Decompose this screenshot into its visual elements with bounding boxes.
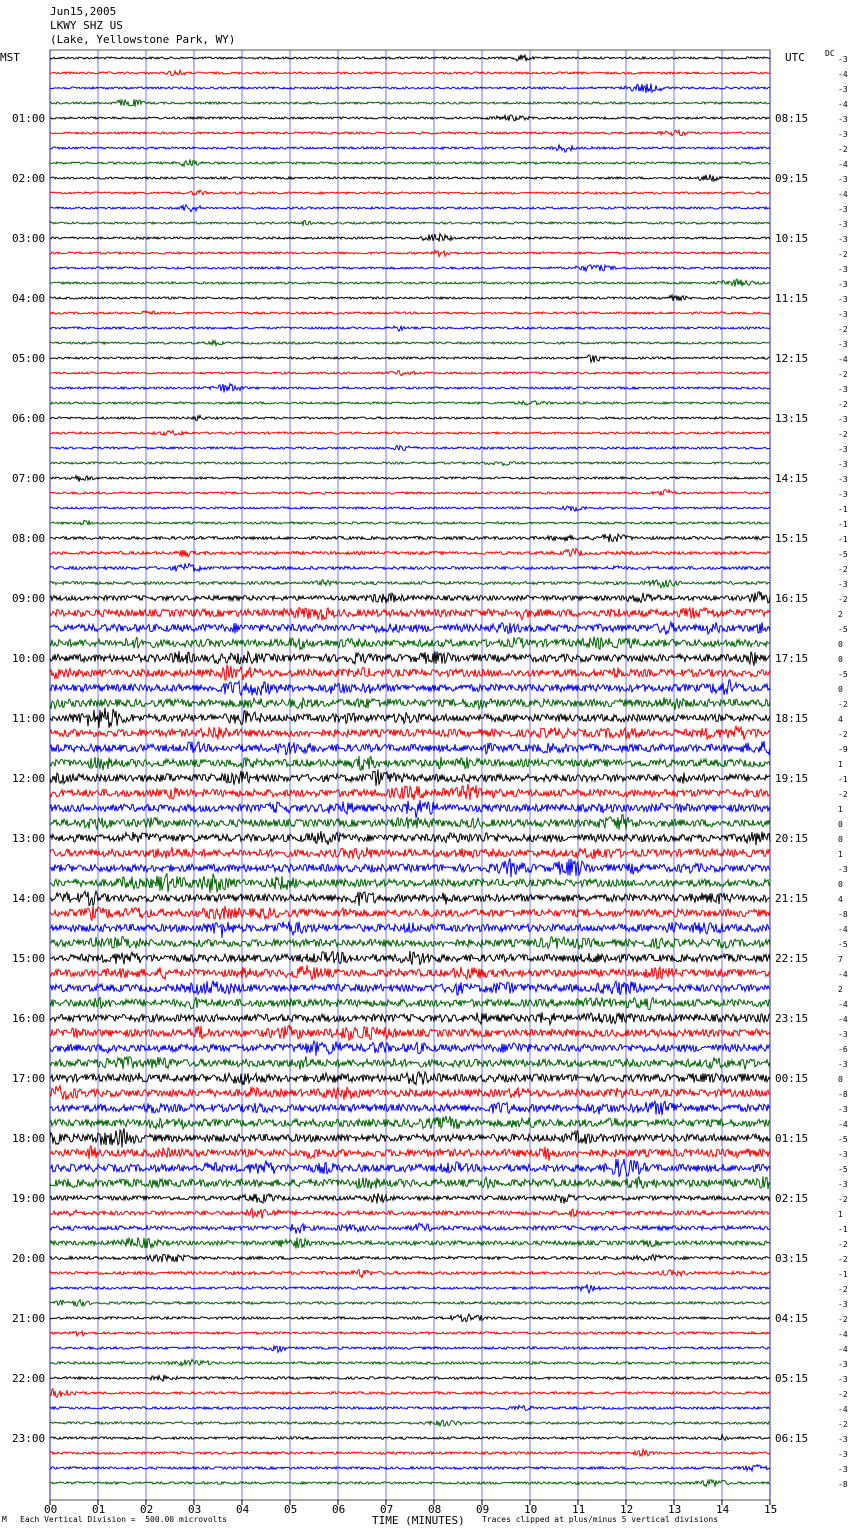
trace-row xyxy=(50,784,770,800)
trace-row xyxy=(50,858,770,877)
hour-label-left: 11:00 xyxy=(12,712,46,725)
hour-label-right: 21:15 xyxy=(775,892,809,905)
dc-offset-label: -3 xyxy=(838,1105,848,1114)
dc-offset-label: -3 xyxy=(838,1180,848,1189)
hour-label-left: 22:00 xyxy=(12,1372,46,1385)
trace-row xyxy=(50,446,770,451)
dc-offset-label: -3 xyxy=(838,445,848,454)
trace-row xyxy=(50,326,770,332)
trace-row xyxy=(50,234,770,242)
trace-row xyxy=(50,205,770,212)
header-station: LKWY SHZ US xyxy=(50,19,123,32)
trace-row xyxy=(50,1209,770,1219)
hour-label-right: 11:15 xyxy=(775,292,809,305)
x-tick-label: 14 xyxy=(716,1503,730,1516)
trace-row xyxy=(50,70,770,76)
seismic-traces xyxy=(50,55,770,1487)
dc-offset-label: -3 xyxy=(838,340,848,349)
trace-row xyxy=(50,1389,770,1397)
dc-offset-label: -4 xyxy=(838,1330,848,1339)
trace-row xyxy=(50,384,770,393)
trace-row xyxy=(50,1237,770,1248)
dc-offset-label: -3 xyxy=(838,310,848,319)
dc-offset-label: -3 xyxy=(838,1030,848,1039)
trace-row xyxy=(50,1284,770,1293)
trace-row xyxy=(50,431,770,436)
trace-row xyxy=(50,461,770,465)
dc-offset-label: -8 xyxy=(838,910,848,919)
x-tick-label: 02 xyxy=(140,1503,154,1516)
trace-row xyxy=(50,1449,770,1456)
trace-row xyxy=(50,1116,770,1129)
trace-row xyxy=(50,311,770,314)
hour-label-left: 07:00 xyxy=(12,472,46,485)
dc-offset-label: -5 xyxy=(838,670,848,679)
hour-label-left: 08:00 xyxy=(12,532,46,545)
trace-row xyxy=(50,190,770,195)
hour-label-left: 14:00 xyxy=(12,892,46,905)
hour-label-left: 01:00 xyxy=(12,112,46,125)
trace-row xyxy=(50,174,770,181)
dc-offset-label: -2 xyxy=(838,730,848,739)
hour-label-right: 17:15 xyxy=(775,652,809,665)
dc-offset-label: 4 xyxy=(838,715,843,724)
trace-row xyxy=(50,1176,770,1189)
dc-offset-label: 0 xyxy=(838,880,843,889)
hour-label-right: 06:15 xyxy=(775,1432,809,1445)
trace-row xyxy=(50,1086,770,1100)
hour-label-right: 09:15 xyxy=(775,172,809,185)
dc-offset-label: -9 xyxy=(838,745,848,754)
hour-label-right: 19:15 xyxy=(775,772,809,785)
trace-row xyxy=(50,637,770,650)
dc-offset-label: -1 xyxy=(838,520,848,529)
x-tick-label: 11 xyxy=(572,1503,586,1516)
hour-label-left: 19:00 xyxy=(12,1192,46,1205)
dc-offset-label: -3 xyxy=(838,55,848,64)
trace-row xyxy=(50,159,770,166)
dc-offset-label: 1 xyxy=(838,760,843,769)
trace-row xyxy=(50,1314,770,1322)
trace-row xyxy=(50,490,770,496)
trace-row xyxy=(50,563,770,572)
dc-offset-label: 0 xyxy=(838,1075,843,1084)
dc-offset-label: -2 xyxy=(838,1195,848,1204)
trace-row xyxy=(50,1223,770,1234)
footer-scale: Each Vertical Division = 500.00 microvolts xyxy=(20,1515,228,1524)
trace-row xyxy=(50,1159,770,1176)
dc-offset-label: -2 xyxy=(838,700,848,709)
trace-row xyxy=(50,341,770,346)
trace-row xyxy=(50,831,770,845)
dc-offset-label: -3 xyxy=(838,235,848,244)
dc-offset-label: -3 xyxy=(838,460,848,469)
hour-label-left: 03:00 xyxy=(12,232,46,245)
dc-offset-label: -3 xyxy=(838,115,848,124)
hour-label-right: 08:15 xyxy=(775,112,809,125)
trace-row xyxy=(50,756,770,771)
trace-row xyxy=(50,592,770,604)
hour-label-left: 15:00 xyxy=(12,952,46,965)
dc-offset-label: -4 xyxy=(838,1405,848,1414)
dc-offset-label: -3 xyxy=(838,415,848,424)
dc-offset-label: -5 xyxy=(838,940,848,949)
hour-label-right: 01:15 xyxy=(775,1132,809,1145)
trace-row xyxy=(50,951,770,965)
x-tick-label: 13 xyxy=(668,1503,682,1516)
dc-offset-label: 0 xyxy=(838,835,843,844)
dc-offset-label: -6 xyxy=(838,1045,848,1054)
dc-offset-label: -1 xyxy=(838,1270,848,1279)
trace-row xyxy=(50,520,770,525)
trace-row xyxy=(50,1254,770,1262)
hour-label-right: 03:15 xyxy=(775,1252,809,1265)
dc-offset-label: -1 xyxy=(838,1225,848,1234)
dc-offset-label: -4 xyxy=(838,1015,848,1024)
trace-row xyxy=(50,1128,770,1147)
dc-offset-label: -2 xyxy=(838,400,848,409)
hour-label-left: 18:00 xyxy=(12,1132,46,1145)
trace-row xyxy=(50,549,770,558)
trace-row xyxy=(50,770,770,786)
header-location: (Lake, Yellowstone Park, WY) xyxy=(50,33,236,46)
dc-offset-label: -3 xyxy=(838,475,848,484)
trace-row xyxy=(50,1346,770,1353)
trace-row xyxy=(50,800,770,818)
tz-right-label: UTC xyxy=(785,51,805,64)
x-tick-label: 15 xyxy=(764,1503,778,1516)
hour-label-left: 02:00 xyxy=(12,172,46,185)
x-tick-label: 00 xyxy=(44,1503,58,1516)
dc-offset-label: 1 xyxy=(838,1210,843,1219)
dc-offset-label: -2 xyxy=(838,1240,848,1249)
trace-row xyxy=(50,815,770,830)
dc-offset-label: -3 xyxy=(838,385,848,394)
trace-row xyxy=(50,355,770,363)
trace-row xyxy=(50,981,770,995)
trace-row xyxy=(50,265,770,271)
tz-left-label: MST xyxy=(0,51,20,64)
trace-row xyxy=(50,1026,770,1041)
dc-offset-label: -8 xyxy=(838,1090,848,1099)
dc-offset-label: 1 xyxy=(838,850,843,859)
footer-mark: M xyxy=(2,1515,7,1524)
dc-offset-label: -1 xyxy=(838,505,848,514)
dc-offset-label: -1 xyxy=(838,775,848,784)
hour-label-right: 04:15 xyxy=(775,1312,809,1325)
trace-row xyxy=(50,295,770,301)
trace-row xyxy=(50,651,770,666)
trace-row xyxy=(50,251,770,257)
trace-row xyxy=(50,708,770,728)
trace-row xyxy=(50,1056,770,1069)
dc-offset-label: -4 xyxy=(838,970,848,979)
dc-offset-label: -4 xyxy=(838,1345,848,1354)
x-tick-label: 07 xyxy=(380,1503,394,1516)
trace-row xyxy=(50,55,770,62)
trace-row xyxy=(50,580,770,588)
trace-row xyxy=(50,84,770,94)
trace-row xyxy=(50,115,770,121)
dc-offset-label: -5 xyxy=(838,625,848,634)
dc-offset-label: -3 xyxy=(838,1060,848,1069)
trace-row xyxy=(50,1435,770,1441)
dc-offset-label: 2 xyxy=(838,610,843,619)
hour-label-left: 23:00 xyxy=(12,1432,46,1445)
trace-row xyxy=(50,476,770,482)
hour-label-left: 09:00 xyxy=(12,592,46,605)
hour-label-left: 06:00 xyxy=(12,412,46,425)
dc-offset-label: -1 xyxy=(838,535,848,544)
dc-offset-label: -8 xyxy=(838,1480,848,1489)
hour-label-left: 20:00 xyxy=(12,1252,46,1265)
dc-offset-label: -3 xyxy=(838,1450,848,1459)
trace-row xyxy=(50,1359,770,1365)
trace-row xyxy=(50,1375,770,1381)
dc-offset-label: -2 xyxy=(838,565,848,574)
trace-row xyxy=(50,506,770,511)
hour-label-right: 16:15 xyxy=(775,592,809,605)
trace-row xyxy=(50,1012,770,1024)
dc-offset-label: -3 xyxy=(838,1465,848,1474)
dc-offset-label: -5 xyxy=(838,550,848,559)
hour-label-right: 13:15 xyxy=(775,412,809,425)
dc-offset-label: -3 xyxy=(838,1435,848,1444)
dc-offset-label: -3 xyxy=(838,280,848,289)
hour-label-right: 18:15 xyxy=(775,712,809,725)
hour-label-right: 02:15 xyxy=(775,1192,809,1205)
dc-offset-label: -2 xyxy=(838,1420,848,1429)
hour-label-right: 10:15 xyxy=(775,232,809,245)
hour-label-right: 22:15 xyxy=(775,952,809,965)
hour-label-left: 17:00 xyxy=(12,1072,46,1085)
trace-row xyxy=(50,965,770,979)
dc-offset-label: -3 xyxy=(838,205,848,214)
dc-offset-label: -3 xyxy=(838,1375,848,1384)
trace-row xyxy=(50,905,770,920)
x-tick-label: 10 xyxy=(524,1503,538,1516)
dc-offset-label: -4 xyxy=(838,160,848,169)
trace-row xyxy=(50,997,770,1010)
trace-row xyxy=(50,145,770,152)
trace-row xyxy=(50,847,770,859)
dc-offset-label: -2 xyxy=(838,370,848,379)
dc-offset-label: -4 xyxy=(838,1000,848,1009)
trace-row xyxy=(50,401,770,405)
trace-row xyxy=(50,741,770,755)
trace-row xyxy=(50,279,770,287)
trace-row xyxy=(50,697,770,710)
trace-row xyxy=(50,534,770,542)
dc-offset-label: -4 xyxy=(838,190,848,199)
dc-label: DC xyxy=(825,49,835,58)
dc-offset-label: -2 xyxy=(838,595,848,604)
hour-label-left: 05:00 xyxy=(12,352,46,365)
dc-offset-label: 1 xyxy=(838,805,843,814)
dc-offset-label: -3 xyxy=(838,175,848,184)
header-date: Jun15,2005 xyxy=(50,5,117,18)
trace-row xyxy=(50,726,770,740)
dc-offset-label: 7 xyxy=(838,955,843,964)
trace-row xyxy=(50,680,770,696)
trace-row xyxy=(50,937,770,949)
dc-offset-label: -3 xyxy=(838,1300,848,1309)
dc-offset-label: 0 xyxy=(838,685,843,694)
trace-row xyxy=(50,1146,770,1161)
x-axis-title: TIME (MINUTES) xyxy=(372,1514,465,1527)
dc-offset-label: -3 xyxy=(838,130,848,139)
dc-offset-label: -3 xyxy=(838,1150,848,1159)
hour-label-left: 12:00 xyxy=(12,772,46,785)
x-tick-label: 03 xyxy=(188,1503,202,1516)
hour-label-right: 00:15 xyxy=(775,1072,809,1085)
trace-row xyxy=(50,622,770,635)
trace-row xyxy=(50,891,770,906)
dc-offset-label: -4 xyxy=(838,100,848,109)
x-tick-label: 01 xyxy=(92,1503,106,1516)
x-tick-label: 08 xyxy=(428,1503,442,1516)
dc-offset-label: -3 xyxy=(838,265,848,274)
trace-row xyxy=(50,130,770,136)
trace-row xyxy=(50,608,770,621)
dc-offset-label: -3 xyxy=(838,490,848,499)
trace-row xyxy=(50,1480,770,1487)
hour-label-right: 15:15 xyxy=(775,532,809,545)
dc-offset-label: 0 xyxy=(838,640,843,649)
trace-row xyxy=(50,1101,770,1116)
trace-row xyxy=(50,415,770,420)
dc-offset-label: 2 xyxy=(838,985,843,994)
trace-row xyxy=(50,1270,770,1278)
dc-offset-label: -2 xyxy=(838,1390,848,1399)
dc-offset-label: -2 xyxy=(838,1255,848,1264)
hour-label-left: 04:00 xyxy=(12,292,46,305)
axis-labels xyxy=(0,49,848,1527)
dc-offset-label: -4 xyxy=(838,70,848,79)
dc-offset-label: -4 xyxy=(838,1120,848,1129)
dc-offset-label: -2 xyxy=(838,430,848,439)
hour-label-left: 21:00 xyxy=(12,1312,46,1325)
trace-row xyxy=(50,873,770,893)
trace-row xyxy=(50,1331,770,1336)
hour-label-right: 14:15 xyxy=(775,472,809,485)
x-tick-label: 12 xyxy=(620,1503,634,1516)
dc-offset-label: -2 xyxy=(838,325,848,334)
x-tick-label: 04 xyxy=(236,1503,250,1516)
dc-offset-label: -2 xyxy=(838,1315,848,1324)
dc-offset-label: -3 xyxy=(838,220,848,229)
trace-row xyxy=(50,371,770,376)
dc-offset-label: -2 xyxy=(838,790,848,799)
x-tick-label: 05 xyxy=(284,1503,298,1516)
hour-label-right: 12:15 xyxy=(775,352,809,365)
trace-row xyxy=(50,1041,770,1056)
footer-clip-note: Traces clipped at plus/minus 5 vertical divisions xyxy=(482,1515,719,1524)
hour-label-left: 16:00 xyxy=(12,1012,46,1025)
dc-offset-label: -5 xyxy=(838,1165,848,1174)
dc-offset-label: 0 xyxy=(838,820,843,829)
dc-offset-label: -3 xyxy=(838,865,848,874)
trace-row xyxy=(50,665,770,680)
dc-offset-label: 0 xyxy=(838,655,843,664)
trace-row xyxy=(50,1300,770,1307)
dc-offset-label: -3 xyxy=(838,580,848,589)
dc-offset-label: -4 xyxy=(838,925,848,934)
hour-label-left: 13:00 xyxy=(12,832,46,845)
dc-offset-label: 4 xyxy=(838,895,843,904)
trace-row xyxy=(50,220,770,225)
hour-label-left: 10:00 xyxy=(12,652,46,665)
trace-row xyxy=(50,1405,770,1410)
dc-offset-label: -3 xyxy=(838,1360,848,1369)
dc-offset-label: -2 xyxy=(838,250,848,259)
trace-row xyxy=(50,1072,770,1085)
dc-offset-label: -4 xyxy=(838,355,848,364)
trace-row xyxy=(50,1465,770,1471)
trace-row xyxy=(50,99,770,106)
trace-row xyxy=(50,1193,770,1203)
dc-offset-label: -5 xyxy=(838,1135,848,1144)
hour-label-right: 23:15 xyxy=(775,1012,809,1025)
x-tick-label: 06 xyxy=(332,1503,346,1516)
dc-offset-label: -2 xyxy=(838,1285,848,1294)
dc-offset-label: -3 xyxy=(838,295,848,304)
hour-label-right: 05:15 xyxy=(775,1372,809,1385)
trace-row xyxy=(50,922,770,938)
hour-label-right: 20:15 xyxy=(775,832,809,845)
dc-offset-label: -2 xyxy=(838,145,848,154)
x-tick-label: 09 xyxy=(476,1503,490,1516)
trace-row xyxy=(50,1420,770,1426)
dc-offset-label: -3 xyxy=(838,85,848,94)
